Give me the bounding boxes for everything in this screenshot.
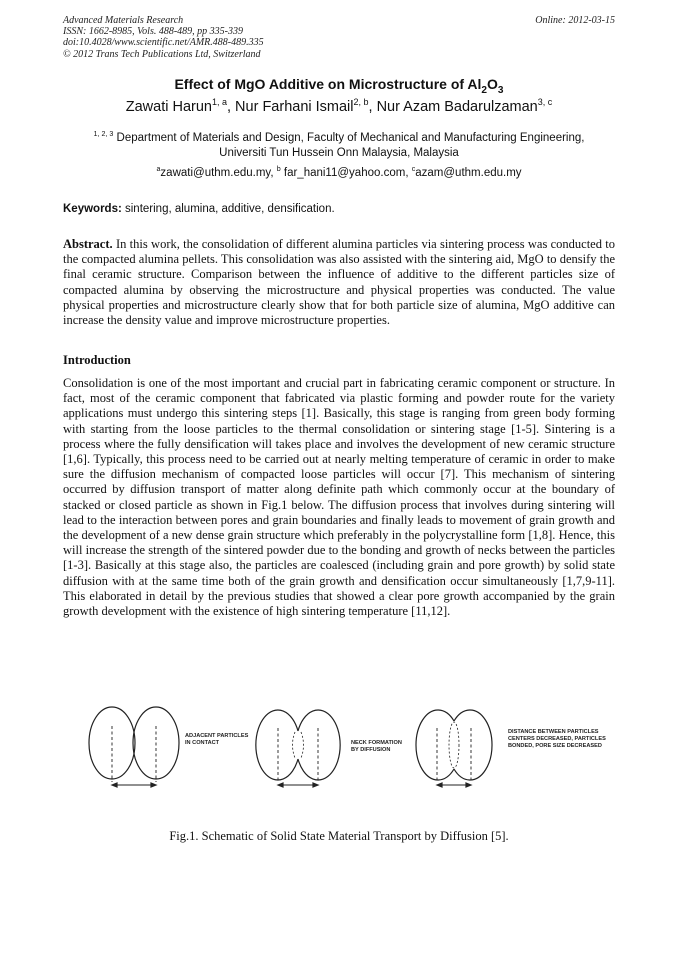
- paper-title: [63, 76, 615, 96]
- journal-name: Advanced Materials Research: [63, 15, 184, 26]
- issn-line: ISSN: 1662-8985, Vols. 488-489, pp 335-339: [63, 26, 243, 38]
- abstract-label: Abstract.: [63, 237, 113, 251]
- affiliation: [63, 131, 615, 161]
- particle-left: [256, 710, 298, 780]
- keywords: [63, 203, 615, 215]
- author-affil-mark: 1, a: [211, 97, 227, 108]
- section-heading-introduction: Introduction: [63, 353, 131, 367]
- title-subscript-3: 3: [497, 84, 504, 96]
- figure-caption: Fig.1. Schematic of Solid State Material Transport by Diffusion [5].: [169, 829, 509, 843]
- stage-2-particles: [256, 710, 340, 787]
- title-mid: O: [487, 76, 498, 92]
- author-affil-mark: 3, c: [537, 97, 553, 108]
- affiliation-mark: 1, 2, 3: [93, 130, 114, 139]
- figure-label: BY DIFFUSION: [351, 747, 391, 753]
- email-mark: c: [411, 165, 416, 174]
- email-list: $^a$zawati@uthm.edu.my, $^b$ far_hani11@yahoo.com, $^c$azam@uthm.edu.my: [156, 165, 522, 179]
- author-name: Zawati Harun: [125, 99, 212, 115]
- title-subscript-2: 2: [481, 84, 488, 96]
- keywords-text: sintering, alumina, additive, densification.: [125, 203, 335, 215]
- abstract-text: In this work, the consolidation of different alumina particles via sintering process was conducted to the compacted alumina pellets. This consolidation was also assisted with the sintering aid, MgO to densify the final ceramic structure. Comparison between the influence of additive to the different particles size of compacted alumina by observing the microstructure and physical properties was conducted. The value physical properties and microstructure clearly show that for both particle size of alumina, MgO additive can increase the density value and improve microstructure properties.: [63, 237, 616, 328]
- keywords-label: Keywords:: [63, 203, 122, 215]
- email-mark: a: [156, 165, 161, 174]
- particle-right: [298, 710, 340, 780]
- online-date: Online: 2012-03-15: [535, 15, 615, 26]
- journal-header: [63, 15, 615, 60]
- email-address: azam@uthm.edu.my: [415, 167, 522, 179]
- email-address: zawati@uthm.edu.my: [160, 167, 271, 179]
- figure-label: ADJACENT PARTICLES: [185, 733, 249, 739]
- particle-left: [416, 710, 454, 780]
- affiliation-line-1: Department of Materials and Design, Faculty of Mechanical and Manufacturing Engineering,: [116, 132, 585, 144]
- stage-1-particles: [89, 707, 179, 787]
- email-mark: b: [276, 165, 281, 174]
- affiliation-line-2: Universiti Tun Hussein Onn Malaysia, Malaysia: [219, 147, 459, 159]
- author-name: Nur Farhani Ismail: [235, 99, 354, 115]
- figure-label: NECK FORMATION: [351, 740, 402, 746]
- author-name: Nur Azam Badarulzaman: [376, 99, 538, 115]
- figure-label: DISTANCE BETWEEN PARTICLES: [508, 729, 599, 735]
- particle-right: [454, 710, 492, 780]
- copyright-line: © 2012 Trans Tech Publications Ltd, Switzerland: [63, 48, 261, 60]
- figure-label: IN CONTACT: [185, 740, 220, 746]
- introduction-paragraph: Consolidation is one of the most important and crucial part in fabricating ceramic component or structure. In fact, most of the ceramic component that fabricated via plastic forming and powder route for the variety applications must undergo this sintering steps [1]. Basically, this stage is ranging from green body forming with starting from the loose particles to the thermal consolidation or sintering stage [1-5]. Sintering is a process where the fully densification will takes place and involves the development of new ceramic structure [1,6]. Typically, this process need to be carried out at nearly melting temperature of ceramic in order to make sure the diffusion mechanism of compacted loose particles will occur [7]. This mechanism of sintering occurred by diffusion transport of matter along definite path which commonly occur at the boundary of stacked or closed particle as shown in Fig.1 below. The diffusion process that involves during sintering will lead to the interaction between pores and grain boundaries and finally leads to movement of grain growth and the development of a new dense grain structure which preferably in the polycrystalline form [1,8]. Hence, this will increase the strength of the sintered powder due to the bonding and growth of necks between the particles [1-3]. Basically at this stage also, the particles are coalesced (including grain and pore growth) by solid state diffusion with at the same time both of the grain growth and densification occur simultaneously [1,7,9-11]. This elaborated in detail by the previous studies that showed a clear pore growth accompanied by the grain growth development with the existence of high sintering temperature [11,12].: [63, 376, 615, 619]
- stage-3-particles: [416, 710, 492, 787]
- email-address: far_hani11@yahoo.com: [283, 167, 406, 179]
- title-prefix: Effect of MgO Additive on Microstructure of Al: [174, 76, 482, 92]
- author-affil-mark: 2, b: [353, 97, 369, 108]
- doi-line: doi:10.4028/www.scientific.net/AMR.488-489.335: [63, 37, 264, 49]
- figure-label: BONDED, PORE SIZE DECREASED: [508, 743, 602, 749]
- figure-label: CENTERS DECREASED, PARTICLES: [508, 736, 606, 742]
- author-list: Zawati Harun$^{1, a}$, Nur Farhani Ismail$^{2, b}$, Nur Azam Badarulzaman$^{3, c}$: [125, 97, 553, 115]
- abstract: [63, 237, 615, 328]
- sintering-diagram: [85, 698, 625, 808]
